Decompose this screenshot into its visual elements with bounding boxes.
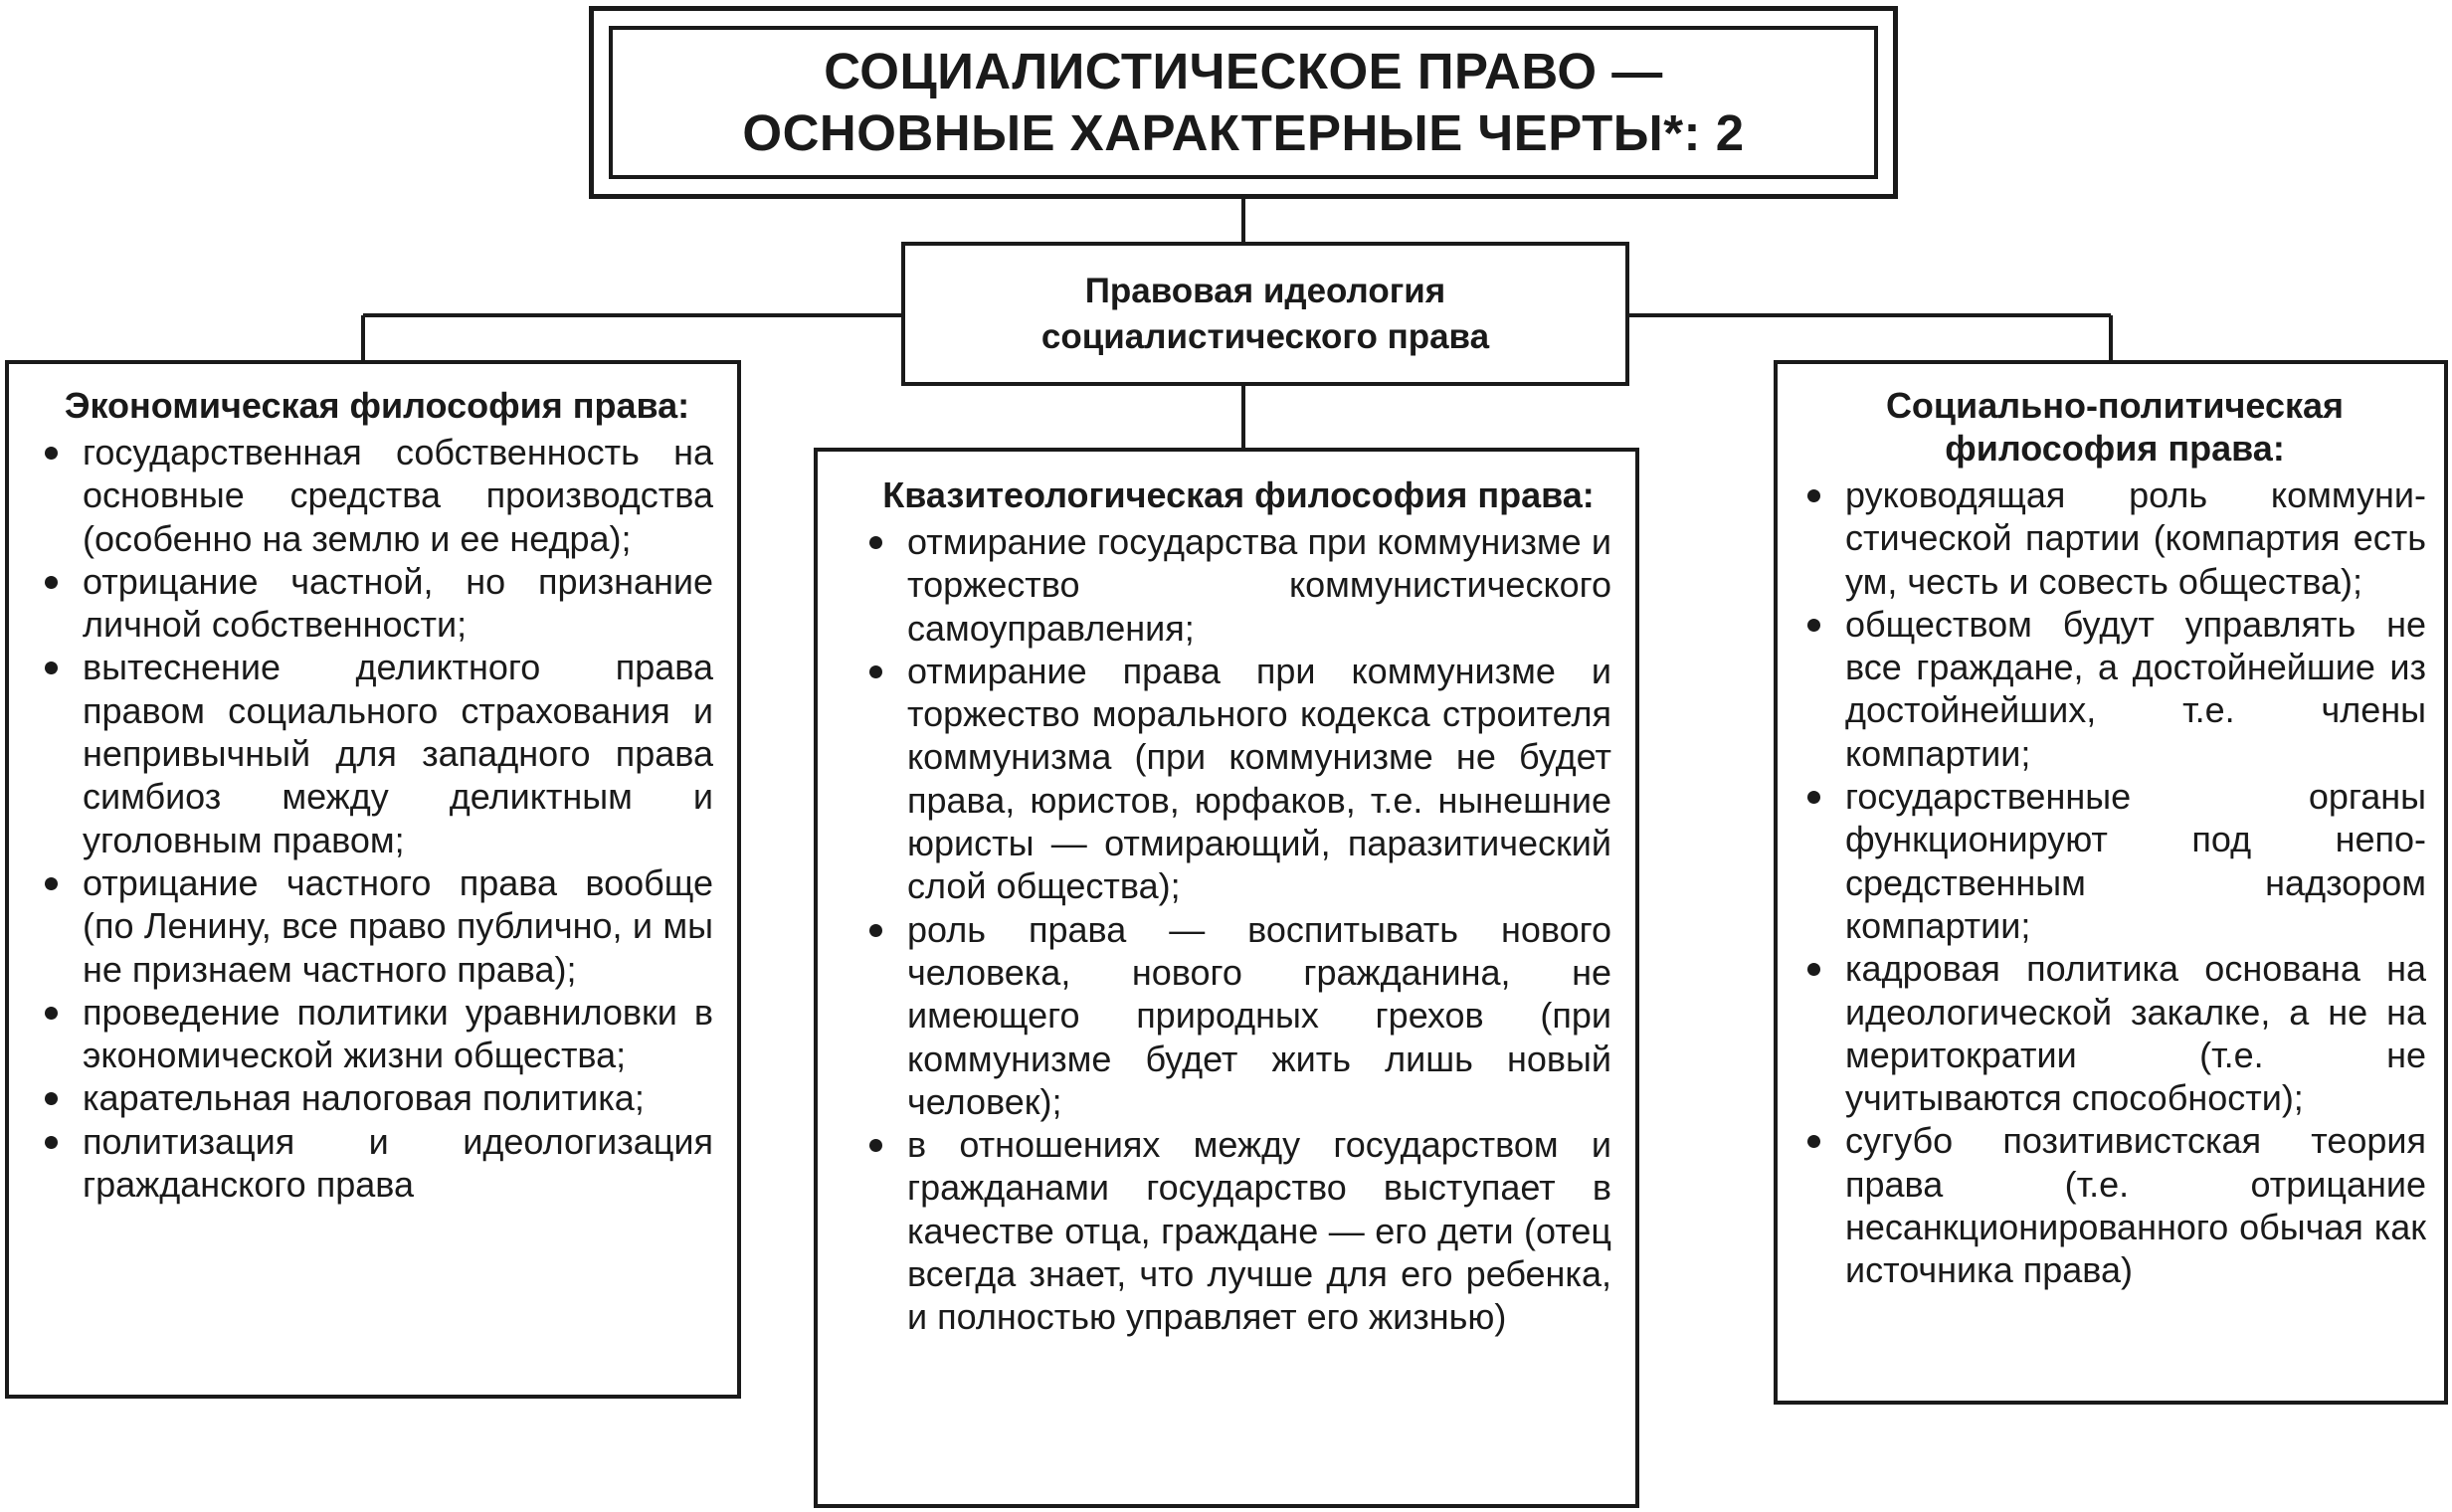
- socio-political-philosophy-box: [1774, 360, 2448, 1405]
- quasi-theological-philosophy-heading: Квазитеологическая философия права:: [882, 474, 1595, 515]
- socio-political-philosophy-heading: Социально-политическая философия права:: [1885, 385, 2345, 469]
- quasi-theological-philosophy-box: [814, 448, 1639, 1508]
- title-inner-frame: [609, 26, 1878, 179]
- quasi-theological-item: роль права — воспитывать нового человека, нового гражданина, не имеющего природных грехов (при коммунизме будет жить лишь новый человек);: [865, 908, 1611, 1123]
- economic-item: карательная налоговая политика;: [41, 1076, 713, 1119]
- socio-political-item: руководящая роль коммунистической партии (компартия есть ум, честь и совесть общества);: [1803, 473, 2426, 603]
- economic-philosophy-list: [41, 431, 713, 1206]
- socio-political-philosophy-list: [1803, 473, 2426, 1292]
- economic-item: государственная собственность на основные средства производства (особенно на землю и ее недра);: [41, 431, 713, 560]
- economic-item: политизация и идеологизация гражданского права: [41, 1120, 713, 1207]
- economic-item: проведение политики уравниловки в экономической жизни общества;: [41, 991, 713, 1077]
- economic-item: отрицание частного права вообще (по Ленину, все право публично, и мы не признаем частного права);: [41, 861, 713, 991]
- diagram-title: СОЦИАЛИСТИЧЕСКОЕ ПРАВО — ОСНОВНЫЕ ХАРАКТЕРНЫЕ ЧЕРТЫ*: 2: [742, 43, 1745, 161]
- socio-political-item: кадровая политика основана на идеологической закалке, а не на меритократии (т.е. не учитываются способности);: [1803, 947, 2426, 1119]
- quasi-theological-item: в отношениях между государством и гражданами государство выступает в качестве отца, граждане — его дети (отец всегда знает, что лучше для его ребенка, и полностью управляет его жизнью): [865, 1123, 1611, 1338]
- economic-item: отрицание частной, но признание личной собственности;: [41, 560, 713, 647]
- title-frame: [589, 6, 1898, 199]
- ideology-box: [901, 242, 1629, 386]
- economic-item: вытеснение деликтного права правом социального страхования и непривычный для западного права симбиоз между деликтным и уголовным правом;: [41, 646, 713, 860]
- quasi-theological-item: отмирание государства при коммунизме и торжество коммунистического самоуправления;: [865, 520, 1611, 650]
- economic-philosophy-heading: Экономическая философия права:: [64, 385, 690, 426]
- socio-political-item: сугубо позитивистская теория права (т.е. отрицание несанкционированного обычая как источника права): [1803, 1119, 2426, 1291]
- ideology-label: Правовая идеология социалистического права: [1040, 271, 1490, 356]
- quasi-theological-philosophy-list: [865, 520, 1611, 1339]
- economic-philosophy-box: [5, 360, 741, 1399]
- socio-political-item: государственные органы функционируют под непосредственным надзором компартии;: [1803, 775, 2426, 947]
- quasi-theological-item: отмирание права при коммунизме и торжество морального кодекса строителя коммунизма (при коммунизме не будет права, юристов, юрфаков, т.е. нынешние юристы — отмирающий, паразитический слой общества);: [865, 650, 1611, 908]
- socio-political-item: обществом будут управлять не все граждане, а достойнейшие из достойнейших, т.е. члены компартии;: [1803, 603, 2426, 775]
